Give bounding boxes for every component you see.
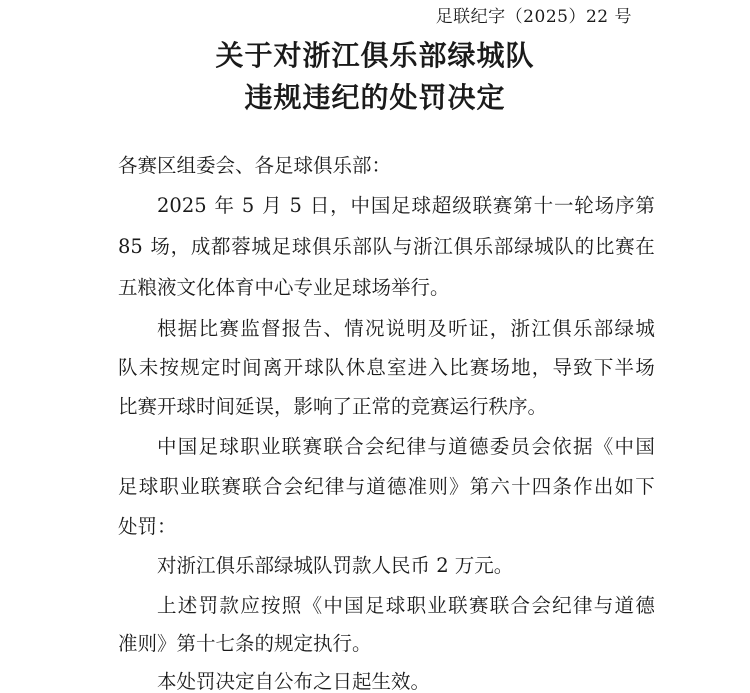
paragraph-5-line-1: 上 述 罚 款 应 按 照 《 中 国 足 球 职 业 联 赛 联 合 会 纪 律 与 道 德 [157, 594, 655, 617]
paragraph-1-line-2: 85 场 ， 成 都 蓉 城 足 球 俱 乐 部 队 与 浙 江 俱 乐 部 绿 城 队 的 比 赛 在 [118, 235, 655, 258]
paragraph-3-line-2: 足 球 职 业 联 赛 联 合 会 纪 律 与 道 德 准 则 》 第 六 十 四 条 作 出 如 下 [118, 475, 655, 498]
paragraph-1-line-3: 五粮液文化体育中心专业足球场举行。 [118, 276, 450, 299]
salutation: 各赛区组委会、各足球俱乐部： [118, 154, 392, 177]
paragraph-3-line-3: 处罚： [118, 515, 177, 538]
document-title-line-1: 关于对浙江俱乐部绿城队 [215, 39, 535, 72]
paragraph-1-line-1: 2025 年 5 月 5 日 ， 中 国 足 球 超 级 联 赛 第 十 一 轮 场 序 第 [157, 194, 655, 217]
paragraph-5-line-2: 准则》第十七条的规定执行。 [118, 632, 372, 655]
document-title-line-2: 违规违纪的处罚决定 [244, 81, 506, 114]
paragraph-3-line-1: 中 国 足 球 职 业 联 赛 联 合 会 纪 律 与 道 德 委 员 会 依 据 《 中 国 [157, 435, 655, 458]
paragraph-2-line-1: 根 据 比 赛 监 督 报 告 、 情 况 说 明 及 听 证 ， 浙 江 俱 乐 部 绿 城 [157, 317, 655, 340]
document-number: 足联纪字（2025）22 号 [435, 7, 632, 27]
paragraph-6-line-1: 本处罚决定自公布之日起生效。 [157, 670, 431, 693]
paragraph-4-line-1: 对浙江俱乐部绿城队罚款人民币 2 万元。 [157, 554, 514, 577]
paragraph-2-line-2: 队 未 按 规 定 时 间 离 开 球 队 休 息 室 进 入 比 赛 场 地 ， 导 致 下 半 场 [118, 356, 655, 379]
paragraph-2-line-3: 比赛开球时间延误，影响了正常的竞赛运行秩序。 [118, 395, 548, 418]
